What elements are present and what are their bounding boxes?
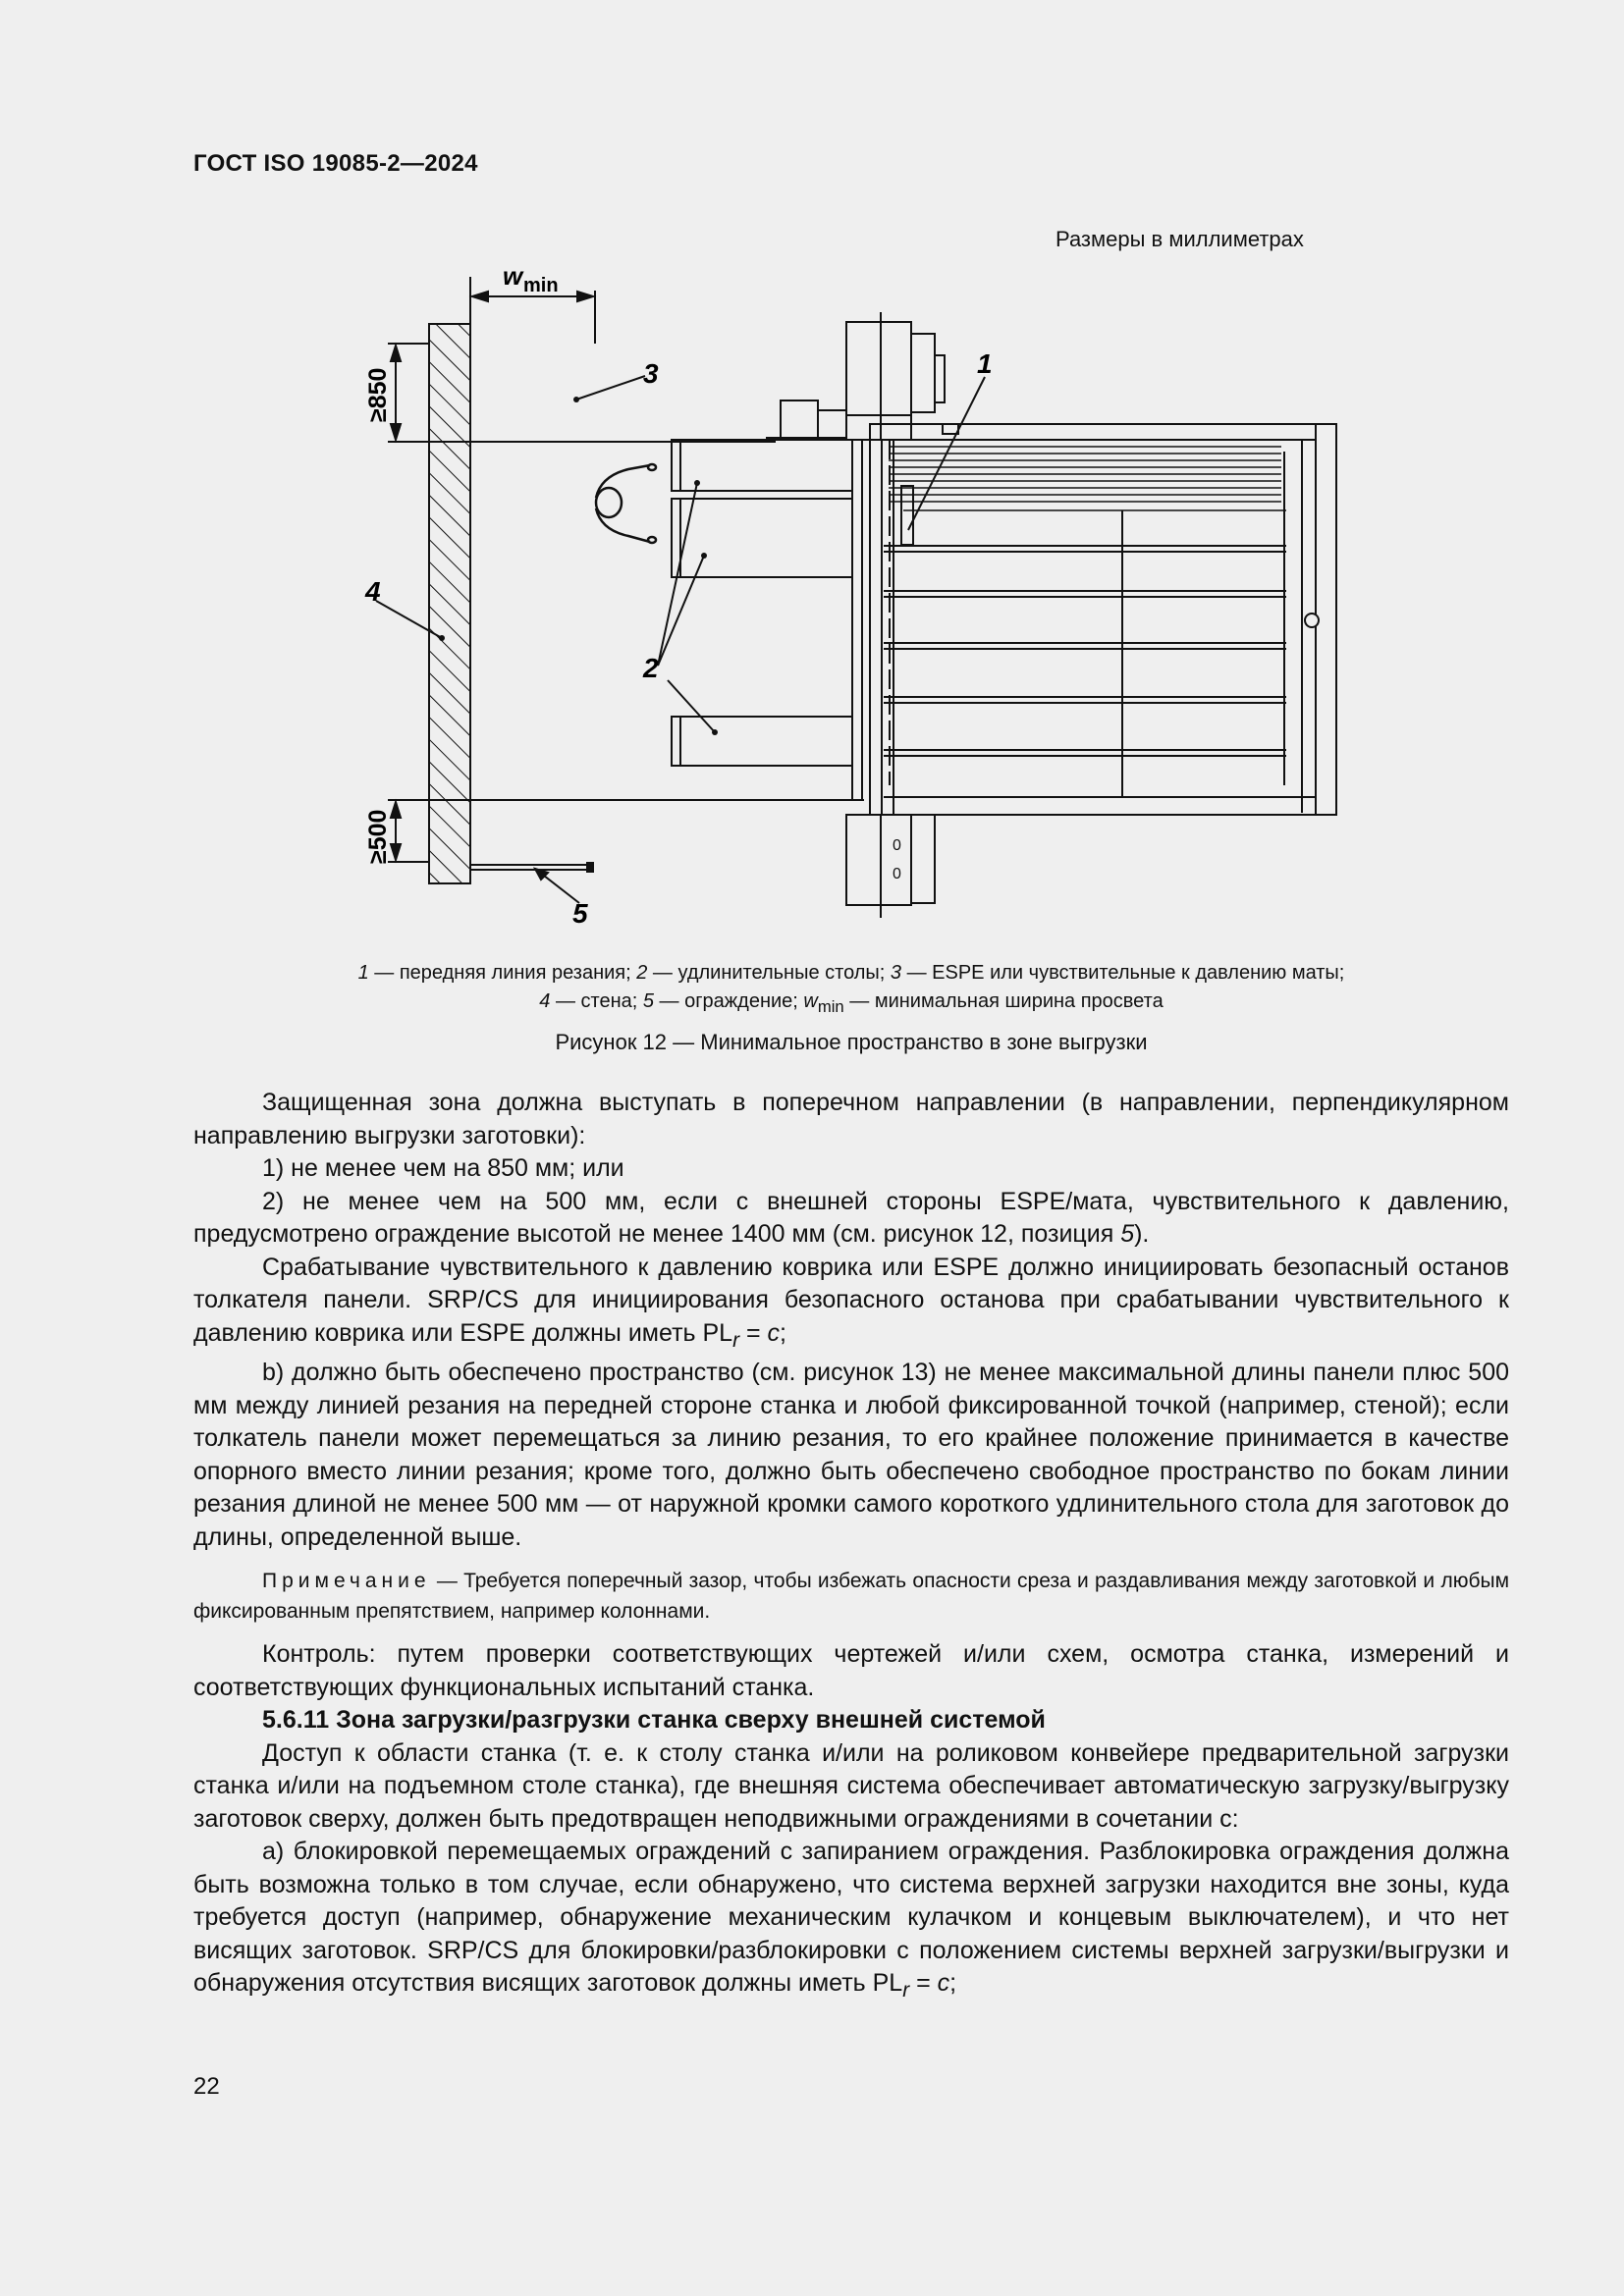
paragraph-control: Контроль: путем проверки соответствующих чертежей и/или схем, осмотра станка, измерений и соответствующих функциональных испытаний станка. — [193, 1640, 1509, 1701]
body-text — [193, 1087, 1509, 2007]
list-item-850: 1) не менее чем на 850 мм; или — [262, 1154, 624, 1182]
units-note: Размеры в миллиметрах — [1056, 227, 1304, 251]
table-slats — [884, 546, 1286, 756]
paragraph-space-b: b) должно быть обеспечено пространство (см. рисунок 13) не менее максимальной длины панели плюс 500 мм между линией резания на передней стороне станка и любой фиксированной точкой (например, стеной); если толкатель панели может перемещаться за линию резания, то его крайнее положение принимается в качестве опорного вместо линии резания; кроме того, должно быть обеспечено свободное пространство по бокам линии резания длиной не менее 500 мм — от наружной кромки самого короткого удлинительного стола для заготовок до длины, определенной выше. — [193, 1359, 1509, 1551]
leader-dots — [439, 397, 718, 735]
paragraph-safe-stop: Срабатывание чувствительного к давлению коврика или ESPE должно инициировать безопасный останов толкателя панели. SRP/CS для инициирования безопасного останова при срабатывании чувствительного к давлению коврика или ESPE должны иметь $PL_r = c$; — [193, 1253, 1509, 1352]
paragraph-protected-zone: Защищенная зона должна выступать в поперечном направлении (в направлении, перпендикулярном направлению выгрузки заготовки): — [193, 1089, 1509, 1149]
document-header: ГОСТ ISO 19085-2—2024 — [193, 150, 478, 177]
figure-legend-line-2: 4 — стена; 5 — ограждение; $w_{min}$ — минимальная ширина просвета — [539, 990, 1164, 1016]
extension-tables — [672, 440, 862, 800]
callout-1: 1 — [977, 348, 993, 379]
rollers — [889, 447, 1286, 510]
dim-850-label: ≥850 — [364, 367, 392, 422]
section-heading-5-6-11: 5.6.11 Зона загрузки/разгрузки станка сверху внешней системой — [262, 1706, 1046, 1734]
note-label: Примечание — [262, 1570, 431, 1592]
callout-4: 4 — [365, 576, 381, 607]
dim-w-symbol: w — [503, 261, 523, 291]
callout-3: 3 — [643, 358, 659, 389]
figure-caption: Рисунок 12 — Минимальное пространство в зоне выгрузки — [555, 1030, 1148, 1054]
fence — [470, 863, 593, 872]
operator-figure — [596, 464, 656, 543]
machine-bottom — [846, 815, 935, 918]
figure-legend-line-1: 1 — передняя линия резания; 2 — удлинительные столы; 3 — ESPE или чувствительные к давлению маты; — [357, 962, 1345, 984]
page-number: 22 — [193, 2073, 220, 2100]
callout-2: 2 — [643, 653, 659, 683]
machine-top — [766, 312, 958, 440]
front-cutting-line — [870, 440, 913, 815]
svg-text:0: 0 — [893, 837, 901, 854]
dim-500-label: ≥500 — [364, 809, 392, 864]
paragraph-access: Доступ к области станка (т. е. к столу станка и/или на роликовом конвейере предварительной загрузки станка и/или на подъемном столе станка), где внешняя система обеспечивает автоматическую загрузку/выгрузку заготовок сверху, должен быть предотвращен неподвижными ограждениями в сочетании с: — [193, 1738, 1509, 1833]
list-item-a-interlock: а) блокировкой перемещаемых ограждений с запиранием ограждения. Разблокировка ограждения должна быть возможна только в том случае, если обнаружено, что система верхней загрузки находится вне зоны, куда требуется доступ (например, обнаружение механическим кулачком и концевым выключателем), и что нет висящих заготовок. SRP/CS для блокировки/разблокировки с положением системы верхней загрузки/выгрузки и обнаружения отсутствия висящих заготовок должны иметь $PL_r = c$; — [193, 1838, 1509, 2002]
svg-text:0: 0 — [893, 866, 901, 882]
note: Примечание — Требуется поперечный зазор, чтобы избежать опасности среза и раздавливания между заготовкой и любым фиксированным препятствием, например колоннами. — [193, 1570, 1509, 1623]
list-item-500: 2) не менее чем на 500 мм, если с внешней стороны ESPE/мата, чувствительного к давлению, предусмотрено ограждение высотой не менее 1400 мм (см. рисунок 12, позиция 5). — [193, 1187, 1509, 1248]
dim-w-subscript: min — [523, 275, 559, 296]
callout-5: 5 — [572, 898, 588, 929]
figure-12-drawing — [344, 257, 1355, 934]
